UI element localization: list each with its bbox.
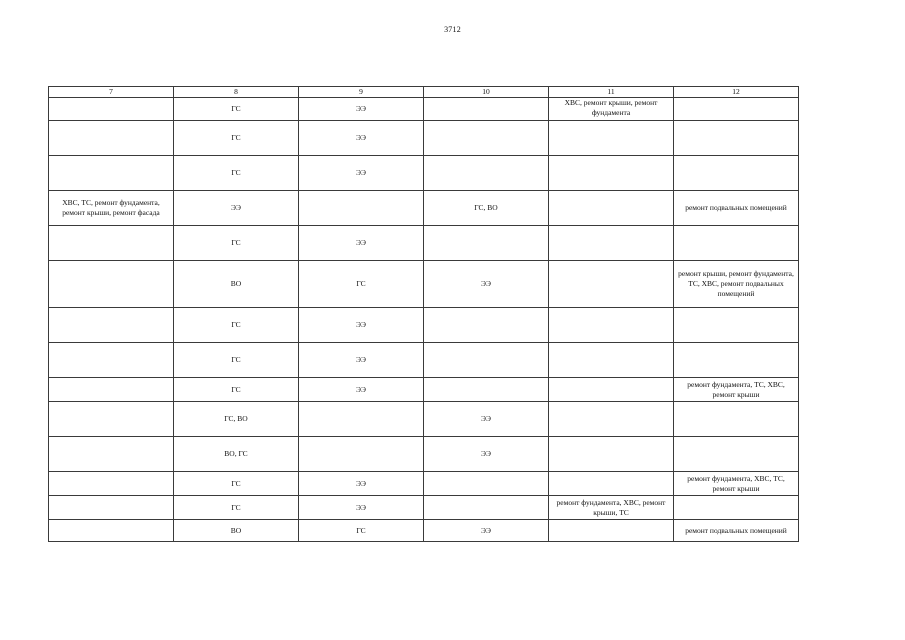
table-cell [674,121,799,156]
table-cell [49,261,174,308]
table-cell [674,402,799,437]
table-header-row [49,87,799,98]
table-cell [674,308,799,343]
table-cell: ЭЭ [424,437,549,472]
table-cell: ХВС, ремонт крыши, ремонт фундамента [549,98,674,121]
table-cell [549,437,674,472]
table-cell [424,226,549,261]
table-cell [424,121,549,156]
table-cell: ГС [174,226,299,261]
table-cell: ремонт крыши, ремонт фундамента, ТС, ХВС, ремонт подвальных помещений [674,261,799,308]
table-cell: ЭЭ [299,121,424,156]
table-cell [549,472,674,496]
data-table [48,86,799,542]
table-row [49,437,799,472]
table-cell [49,343,174,378]
table-cell [549,308,674,343]
table-cell: ГС [174,343,299,378]
table-cell: ЭЭ [299,98,424,121]
table-cell [299,402,424,437]
table-cell: ЭЭ [299,496,424,520]
table-cell: ЭЭ [299,472,424,496]
table-cell [674,437,799,472]
table-cell [424,156,549,191]
table-cell: ЭЭ [424,520,549,542]
column-header-9: 9 [299,87,424,98]
table-cell: ремонт подвальных помещений [674,520,799,542]
table-row [49,402,799,437]
table-cell: ГС [299,261,424,308]
table-cell [49,98,174,121]
table-row [49,472,799,496]
table-cell [424,343,549,378]
table-cell: ЭЭ [299,343,424,378]
table-cell [49,378,174,402]
table-cell [549,520,674,542]
table-cell [49,121,174,156]
table-cell: ЭЭ [299,308,424,343]
table-cell [424,98,549,121]
table-row [49,308,799,343]
table-cell: ГС [174,378,299,402]
table-cell [49,472,174,496]
table-cell [49,156,174,191]
table-cell [49,437,174,472]
column-header-12: 12 [674,87,799,98]
table-cell: ГС [174,496,299,520]
table-cell: ЭЭ [299,378,424,402]
table-cell [549,261,674,308]
table-cell [674,226,799,261]
table-cell: ГС, ВО [174,402,299,437]
table-cell: ЭЭ [424,261,549,308]
table-cell: ЭЭ [299,156,424,191]
table-row [49,261,799,308]
table-row [49,496,799,520]
table-cell [49,520,174,542]
page-number: 3712 [444,25,461,34]
table-cell: ремонт фундамента, ХВС, ремонт крыши, ТС [549,496,674,520]
table-row [49,156,799,191]
table-cell [49,308,174,343]
table-cell [424,308,549,343]
table-cell: ремонт фундамента, ХВС, ТС, ремонт крыши [674,472,799,496]
table-cell [424,378,549,402]
table-cell [49,402,174,437]
table-cell: ГС [174,156,299,191]
table-cell [49,496,174,520]
column-header-7: 7 [49,87,174,98]
table-cell [674,156,799,191]
column-header-10: 10 [424,87,549,98]
table-cell: ЭЭ [174,191,299,226]
table-row [49,121,799,156]
table-cell: ВО [174,261,299,308]
table-cell: ВО [174,520,299,542]
table-cell: ЭЭ [424,402,549,437]
table-cell [49,226,174,261]
table-cell [549,226,674,261]
table-cell [299,191,424,226]
table-row [49,343,799,378]
table-cell: ЭЭ [299,226,424,261]
table-cell [549,121,674,156]
table-cell: ГС [299,520,424,542]
table-cell: ГС [174,308,299,343]
table-cell: ремонт подвальных помещений [674,191,799,226]
table-cell: ГС [174,98,299,121]
column-header-11: 11 [549,87,674,98]
table-row [49,226,799,261]
table-row [49,98,799,121]
column-header-8: 8 [174,87,299,98]
table-cell: ГС [174,472,299,496]
table-cell [549,343,674,378]
table-cell [549,378,674,402]
table-cell [549,402,674,437]
table-cell: ХВС, ТС, ремонт фундамента, ремонт крыши, ремонт фасада [49,191,174,226]
table-cell [674,343,799,378]
table-cell: ремонт фундамента, ТС, ХВС, ремонт крыши [674,378,799,402]
table-cell [549,191,674,226]
table-cell [674,496,799,520]
table-cell: ГС [174,121,299,156]
table-cell [549,156,674,191]
table-row [49,520,799,542]
table-cell [299,437,424,472]
table-cell [424,496,549,520]
table-row [49,191,799,226]
table-row [49,378,799,402]
table-cell: ГС, ВО [424,191,549,226]
table-cell: ВО, ГС [174,437,299,472]
table-cell [674,98,799,121]
table-cell [424,472,549,496]
